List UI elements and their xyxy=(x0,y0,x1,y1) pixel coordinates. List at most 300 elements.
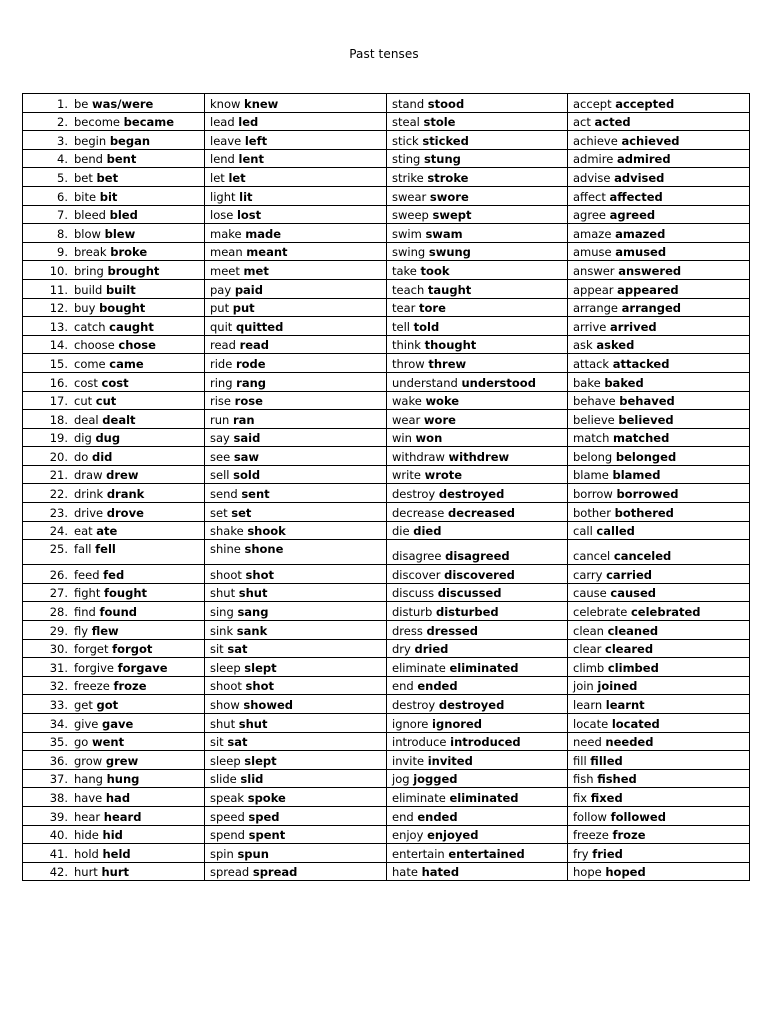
verb-cell xyxy=(387,242,568,261)
past-tense-verb: ended xyxy=(417,679,458,694)
verb-cell xyxy=(387,844,568,863)
row-number: 21. xyxy=(49,468,68,483)
past-tense-verb: fished xyxy=(597,772,637,787)
table-row xyxy=(23,714,750,733)
past-tense-verb: shot xyxy=(245,567,274,582)
table-row xyxy=(23,447,750,466)
past-tense-verb: dug xyxy=(95,431,121,446)
row-number: 33. xyxy=(49,698,68,712)
past-tense-verb: dried xyxy=(414,642,449,657)
base-verb: bend xyxy=(74,152,103,167)
base-verb: fix xyxy=(573,790,588,805)
past-tense-verb: put xyxy=(232,301,255,316)
table-row xyxy=(23,186,750,205)
verb-cell xyxy=(568,279,750,298)
past-tense-verb: amazed xyxy=(615,226,666,241)
base-verb: lose xyxy=(210,208,234,223)
past-tense-verb: began xyxy=(109,133,151,148)
table-row xyxy=(23,484,750,503)
base-verb: send xyxy=(210,487,238,502)
past-tense-verb: woke xyxy=(425,394,460,409)
verb-cell xyxy=(568,769,750,788)
base-verb: stick xyxy=(392,133,419,148)
verb-cell xyxy=(205,521,387,540)
table-row xyxy=(23,602,750,621)
past-tense-verb: froze xyxy=(113,679,147,694)
past-tense-verb: invited xyxy=(427,753,473,768)
row-number: 28. xyxy=(49,605,68,620)
verb-cell xyxy=(568,583,750,602)
base-verb: forgive xyxy=(74,660,114,675)
base-verb: sink xyxy=(210,623,234,638)
base-verb: break xyxy=(74,245,107,260)
verb-cell xyxy=(568,149,750,168)
base-verb: do xyxy=(74,449,89,464)
verb-cell xyxy=(568,112,750,131)
past-tense-verb: rode xyxy=(235,356,266,371)
base-verb: ask xyxy=(573,338,593,353)
base-verb: mean xyxy=(210,245,243,260)
table-row xyxy=(23,769,750,788)
row-number: 16. xyxy=(49,375,68,390)
verb-cell xyxy=(23,317,205,336)
past-tense-verb: came xyxy=(109,356,144,371)
past-tense-verb: introduced xyxy=(450,735,521,750)
past-tense-verb: jogged xyxy=(413,772,458,787)
verb-cell xyxy=(23,602,205,621)
past-tense-verb: shut xyxy=(238,586,268,601)
verb-cell xyxy=(568,862,750,881)
row-number: 29. xyxy=(49,623,68,638)
base-verb: advise xyxy=(573,170,611,185)
verb-cell xyxy=(23,540,205,565)
past-tense-verb: read xyxy=(239,338,270,353)
past-tense-verb: thought xyxy=(424,338,477,353)
verb-cell xyxy=(205,503,387,522)
base-verb: sell xyxy=(210,468,230,483)
table-row xyxy=(23,224,750,243)
base-verb: call xyxy=(573,524,593,539)
row-number: 18. xyxy=(49,412,68,427)
verb-cell xyxy=(387,112,568,131)
table-row xyxy=(23,806,750,825)
past-tense-verb: made xyxy=(245,226,282,241)
past-tense-verb: stole xyxy=(423,115,456,130)
verb-cell xyxy=(23,639,205,658)
verb-cell xyxy=(387,732,568,751)
past-tense-verb: followed xyxy=(610,809,666,824)
base-verb: end xyxy=(392,809,414,824)
past-tense-verb: filled xyxy=(590,753,623,768)
base-verb: eat xyxy=(74,524,93,539)
base-verb: speak xyxy=(210,790,245,805)
table-row xyxy=(23,298,750,317)
verb-cell xyxy=(568,751,750,770)
verb-cell xyxy=(568,261,750,280)
past-tense-verb: fought xyxy=(104,586,148,601)
verb-cell xyxy=(568,168,750,187)
past-tense-verb: ate xyxy=(96,524,118,539)
row-number: 37. xyxy=(49,772,68,787)
verb-cell xyxy=(387,298,568,317)
verb-cell xyxy=(23,751,205,770)
base-verb: rise xyxy=(210,394,231,409)
verb-cell xyxy=(387,131,568,150)
base-verb: need xyxy=(573,735,602,750)
past-tense-verb: taught xyxy=(427,282,472,297)
verb-cell xyxy=(23,186,205,205)
table-row xyxy=(23,639,750,658)
past-tense-verb: rang xyxy=(236,375,267,390)
row-number: 12. xyxy=(49,301,68,316)
verb-table xyxy=(22,93,750,881)
base-verb: ignore xyxy=(392,716,429,731)
past-tense-verb: let xyxy=(228,170,246,185)
base-verb: lend xyxy=(210,152,235,167)
past-tense-verb: bit xyxy=(99,189,118,204)
row-number: 9. xyxy=(57,245,68,260)
verb-cell xyxy=(568,676,750,695)
past-tense-verb: hated xyxy=(421,865,460,880)
table-row xyxy=(23,428,750,447)
verb-cell xyxy=(23,621,205,640)
base-verb: make xyxy=(210,226,242,241)
table-row xyxy=(23,94,750,113)
base-verb: discuss xyxy=(392,586,435,601)
base-verb: freeze xyxy=(573,828,609,843)
base-verb: ring xyxy=(210,375,233,390)
verb-cell xyxy=(205,714,387,733)
verb-cell xyxy=(387,317,568,336)
verb-cell xyxy=(387,862,568,881)
past-tense-verb: sent xyxy=(241,487,270,502)
verb-cell xyxy=(23,391,205,410)
base-verb: answer xyxy=(573,263,615,278)
past-tense-verb: forgot xyxy=(112,642,153,657)
verb-cell xyxy=(387,428,568,447)
base-verb: tell xyxy=(392,319,410,334)
base-verb: teach xyxy=(392,282,425,297)
base-verb: dress xyxy=(392,623,423,638)
verb-cell xyxy=(205,540,387,565)
table-row xyxy=(23,583,750,602)
base-verb: understand xyxy=(392,375,458,390)
verb-cell xyxy=(205,317,387,336)
row-number: 23. xyxy=(49,505,68,520)
row-number: 36. xyxy=(49,753,68,768)
past-tense-verb: shook xyxy=(247,524,286,539)
base-verb: swing xyxy=(392,245,426,260)
past-tense-verb: learnt xyxy=(605,698,645,712)
table-row xyxy=(23,261,750,280)
verb-cell xyxy=(568,844,750,863)
base-verb: hang xyxy=(74,772,103,787)
past-tense-verb: disturbed xyxy=(435,605,499,620)
base-verb: destroy xyxy=(392,698,436,712)
past-tense-verb: shut xyxy=(238,716,268,731)
verb-cell xyxy=(205,732,387,751)
verb-cell xyxy=(205,428,387,447)
verb-cell xyxy=(205,788,387,807)
past-tense-verb: said xyxy=(233,431,261,446)
verb-cell xyxy=(568,447,750,466)
past-tense-verb: acted xyxy=(594,115,631,130)
past-tense-verb: showed xyxy=(243,698,293,712)
base-verb: put xyxy=(210,301,230,316)
base-verb: shut xyxy=(210,716,236,731)
past-tense-verb: became xyxy=(123,115,175,130)
table-row xyxy=(23,676,750,695)
verb-cell xyxy=(568,825,750,844)
past-tense-verb: sold xyxy=(233,468,261,483)
past-tense-verb: rose xyxy=(234,394,263,409)
table-row xyxy=(23,242,750,261)
base-verb: achieve xyxy=(573,133,618,148)
base-verb: end xyxy=(392,679,414,694)
verb-cell xyxy=(568,695,750,714)
base-verb: tear xyxy=(392,301,416,316)
past-tense-verb: saw xyxy=(233,449,260,464)
base-verb: take xyxy=(392,263,417,278)
row-number: 42. xyxy=(49,865,68,880)
verb-cell xyxy=(205,862,387,881)
past-tense-verb: withdrew xyxy=(448,449,510,464)
verb-cell xyxy=(387,540,568,565)
verb-cell xyxy=(387,94,568,113)
past-tense-verb: accepted xyxy=(615,96,675,111)
verb-cell xyxy=(23,112,205,131)
past-tense-verb: arranged xyxy=(621,301,681,316)
verb-cell xyxy=(568,806,750,825)
base-verb: catch xyxy=(74,319,106,334)
past-tense-verb: stroke xyxy=(427,170,469,185)
verb-cell xyxy=(568,465,750,484)
base-verb: fight xyxy=(74,586,101,601)
past-tense-verb: swept xyxy=(432,208,472,223)
past-tense-verb: sticked xyxy=(422,133,469,148)
verb-cell xyxy=(205,484,387,503)
base-verb: match xyxy=(573,431,610,446)
past-tense-verb: canceled xyxy=(613,549,672,564)
table-row xyxy=(23,732,750,751)
verb-cell xyxy=(205,676,387,695)
verb-cell xyxy=(387,565,568,584)
base-verb: sting xyxy=(392,152,421,167)
verb-cell xyxy=(205,806,387,825)
verb-cell xyxy=(387,168,568,187)
base-verb: bet xyxy=(74,170,93,185)
verb-cell xyxy=(23,825,205,844)
base-verb: cost xyxy=(74,375,98,390)
table-row xyxy=(23,372,750,391)
past-tense-verb: had xyxy=(105,790,131,805)
base-verb: discover xyxy=(392,567,441,582)
base-verb: draw xyxy=(74,468,103,483)
row-number: 15. xyxy=(49,356,68,371)
verb-cell xyxy=(387,583,568,602)
verb-cell xyxy=(23,583,205,602)
verb-cell xyxy=(568,540,750,565)
base-verb: hate xyxy=(392,865,418,880)
verb-cell xyxy=(387,621,568,640)
base-verb: hope xyxy=(573,865,602,880)
base-verb: shine xyxy=(210,542,241,557)
past-tense-verb: baked xyxy=(604,375,644,390)
table-row xyxy=(23,168,750,187)
verb-cell xyxy=(205,602,387,621)
base-verb: run xyxy=(210,412,230,427)
verb-cell xyxy=(23,484,205,503)
past-tense-verb: chose xyxy=(118,338,156,353)
past-tense-verb: lost xyxy=(236,208,262,223)
past-tense-verb: answered xyxy=(618,263,682,278)
verb-cell xyxy=(205,168,387,187)
verb-cell xyxy=(205,224,387,243)
verb-cell xyxy=(387,224,568,243)
past-tense-verb: bet xyxy=(96,170,119,185)
past-tense-verb: told xyxy=(413,319,440,334)
table-row xyxy=(23,317,750,336)
verb-cell xyxy=(23,714,205,733)
past-tense-verb: celebrated xyxy=(630,605,701,620)
base-verb: quit xyxy=(210,319,233,334)
verb-cell xyxy=(568,131,750,150)
row-number: 17. xyxy=(49,394,68,409)
past-tense-verb: hurt xyxy=(101,865,130,880)
verb-cell xyxy=(387,676,568,695)
row-number: 20. xyxy=(49,449,68,464)
base-verb: admire xyxy=(573,152,614,167)
verb-cell xyxy=(568,565,750,584)
base-verb: begin xyxy=(74,133,107,148)
row-number: 41. xyxy=(49,846,68,861)
base-verb: become xyxy=(74,115,121,130)
row-number: 38. xyxy=(49,790,68,805)
past-tense-verb: lit xyxy=(239,189,253,204)
base-verb: sleep xyxy=(210,660,241,675)
verb-cell xyxy=(387,503,568,522)
past-tense-verb: joined xyxy=(597,679,638,694)
base-verb: cause xyxy=(573,586,607,601)
verb-cell xyxy=(387,484,568,503)
verb-cell xyxy=(205,186,387,205)
row-number: 11. xyxy=(49,282,68,297)
verb-cell xyxy=(23,658,205,677)
base-verb: enjoy xyxy=(392,828,424,843)
table-row xyxy=(23,503,750,522)
row-number: 32. xyxy=(49,679,68,694)
verb-cell xyxy=(387,465,568,484)
past-tense-verb: borrowed xyxy=(616,487,679,502)
verb-cell xyxy=(387,639,568,658)
row-number: 22. xyxy=(49,487,68,502)
verb-cell xyxy=(568,410,750,429)
past-tense-verb: took xyxy=(420,263,450,278)
base-verb: wear xyxy=(392,412,421,427)
past-tense-verb: tore xyxy=(419,301,446,316)
past-tense-verb: destroyed xyxy=(438,698,505,712)
verb-cell xyxy=(23,769,205,788)
base-verb: clear xyxy=(573,642,602,657)
base-verb: freeze xyxy=(74,679,110,694)
verb-cell xyxy=(568,186,750,205)
table-row xyxy=(23,279,750,298)
base-verb: hold xyxy=(74,846,99,861)
past-tense-verb: died xyxy=(413,524,442,539)
verb-cell xyxy=(387,410,568,429)
past-tense-verb: forgave xyxy=(117,660,168,675)
past-tense-verb: fried xyxy=(592,846,623,861)
past-tense-verb: enjoyed xyxy=(427,828,479,843)
row-number: 6. xyxy=(57,189,68,204)
base-verb: eliminate xyxy=(392,660,446,675)
table-row xyxy=(23,565,750,584)
base-verb: agree xyxy=(573,208,606,223)
row-number: 10. xyxy=(49,263,68,278)
base-verb: borrow xyxy=(573,487,613,502)
verb-cell xyxy=(205,621,387,640)
past-tense-verb: broke xyxy=(110,245,148,260)
base-verb: cut xyxy=(74,394,93,409)
past-tense-verb: stung xyxy=(423,152,461,167)
base-verb: shake xyxy=(210,524,244,539)
row-number: 34. xyxy=(49,716,68,731)
past-tense-verb: matched xyxy=(613,431,670,446)
past-tense-verb: wore xyxy=(423,412,456,427)
verb-cell xyxy=(205,205,387,224)
past-tense-verb: cost xyxy=(101,375,129,390)
verb-cell xyxy=(23,788,205,807)
past-tense-verb: brought xyxy=(107,263,160,278)
past-tense-verb: fixed xyxy=(590,790,623,805)
verb-cell xyxy=(205,149,387,168)
base-verb: belong xyxy=(573,449,613,464)
base-verb: jog xyxy=(392,772,410,787)
past-tense-verb: ended xyxy=(417,809,458,824)
verb-cell xyxy=(205,112,387,131)
base-verb: dry xyxy=(392,642,411,657)
base-verb: sing xyxy=(210,605,234,620)
base-verb: say xyxy=(210,431,230,446)
past-tense-verb: sped xyxy=(248,809,280,824)
verb-cell xyxy=(205,261,387,280)
past-tense-verb: stood xyxy=(427,96,465,111)
base-verb: locate xyxy=(573,716,609,731)
past-tense-verb: spread xyxy=(252,865,298,880)
table-row xyxy=(23,695,750,714)
verb-cell xyxy=(387,806,568,825)
base-verb: spend xyxy=(210,828,245,843)
verb-cell xyxy=(205,131,387,150)
verb-cell xyxy=(205,825,387,844)
verb-cell xyxy=(205,465,387,484)
base-verb: set xyxy=(210,505,228,520)
verb-cell xyxy=(387,372,568,391)
base-verb: drink xyxy=(74,487,104,502)
base-verb: meet xyxy=(210,263,240,278)
past-tense-verb: believed xyxy=(618,412,674,427)
verb-cell xyxy=(23,503,205,522)
verb-cell xyxy=(205,279,387,298)
verb-cell xyxy=(23,335,205,354)
past-tense-verb: won xyxy=(415,431,443,446)
past-tense-verb: entertained xyxy=(448,846,525,861)
verb-cell xyxy=(23,372,205,391)
verb-cell xyxy=(568,372,750,391)
row-number: 25. xyxy=(49,542,68,557)
past-tense-verb: drank xyxy=(106,487,145,502)
past-tense-verb: bothered xyxy=(614,505,674,520)
